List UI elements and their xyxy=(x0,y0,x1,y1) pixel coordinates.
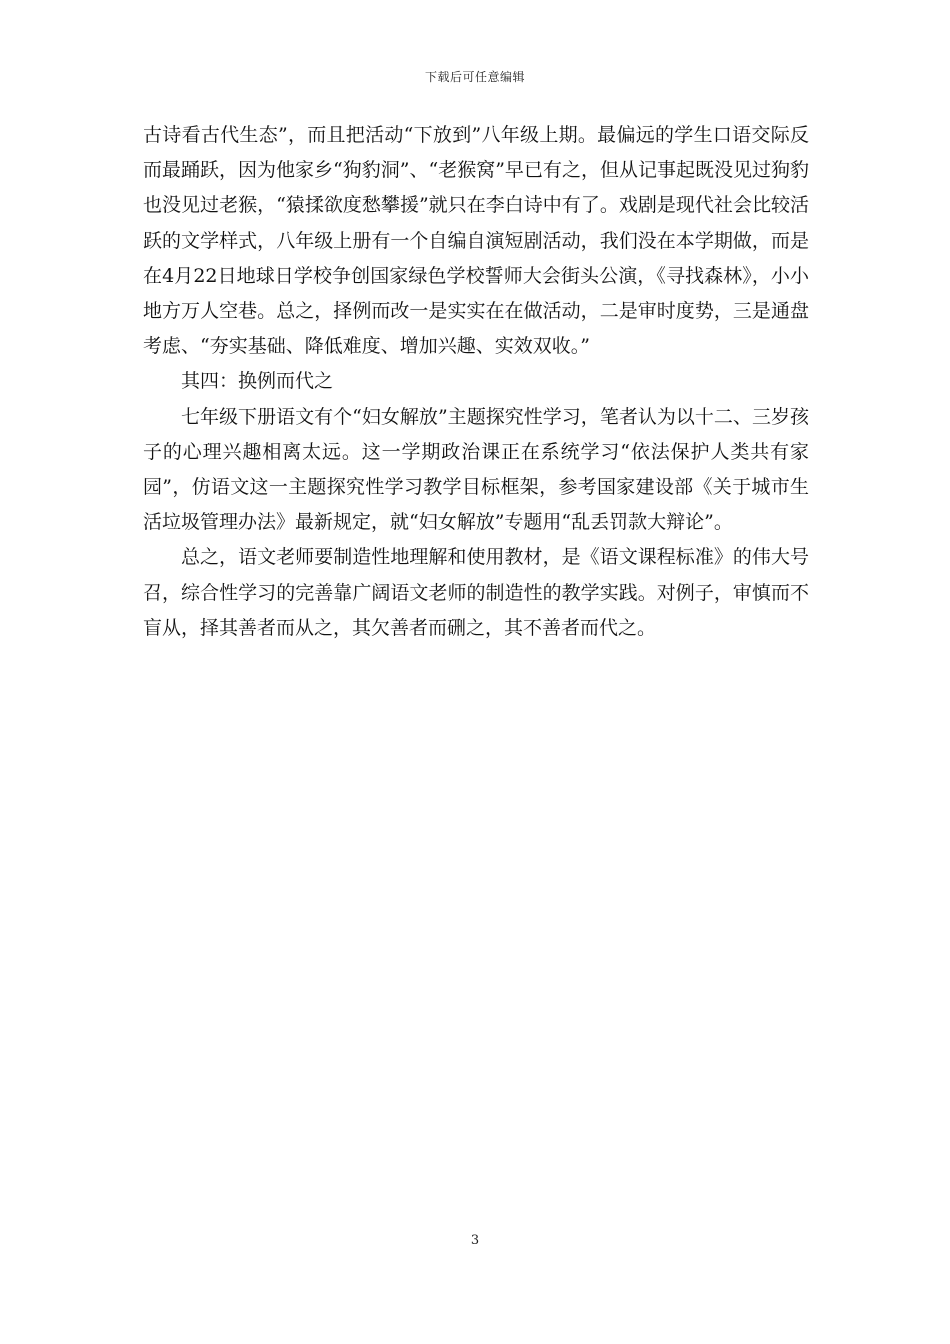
paragraph-2-heading: 其四：换例而代之 xyxy=(181,370,334,393)
page-header: 下载后可任意编辑 xyxy=(424,70,525,84)
paragraph-1: 古诗看古代生态”，而且把活动“下放到”八年级上期。最偏远的学生口语交际反而最踊跃，因为他家乡“狗豹洞”、“老猴窝”早已有之，但从记事起既没见过狗豹也没见过老猴，“猿揉欲度愁攀援”就只在李白诗中有了。戏剧是现代社会比较活跃的文学样式，八年级上册有一个自编自演短剧活动，我们没在本学期做，而是在4月22日地球日学校争创国家绿色学校誓师大会街头公演，《寻找森林》，小小地方万人空巷。总之，择例而改一是实实在在做活动，二是审时度势，三是通盘考虑、“夯实基础、降低难度、增加兴趣、实效双收。” xyxy=(143,124,809,358)
page-number: 3 xyxy=(470,1233,480,1248)
paragraph-3: 七年级下册语文有个“妇女解放”主题探究性学习，笔者认为以十二、三岁孩子的心理兴趣相离太远。这一学期政治课正在系统学习“依法保护人类共有家园”，仿语文这一主题探究性学习教学目标框架，参考国家建设部《关于城市生活垃圾管理办法》最新规定，就“妇女解放”专题用“乱丢罚款大辩论”。 xyxy=(143,405,809,534)
paragraph-4: 总之，语文老师要制造性地理解和使用教材，是《语文课程标准》的伟大号召，综合性学习的完善靠广阔语文老师的制造性的教学实践。对例子，审慎而不盲从，择其善者而从之，其欠善者而硎之，其不善者而代之。 xyxy=(143,546,809,639)
document-body xyxy=(143,118,809,646)
